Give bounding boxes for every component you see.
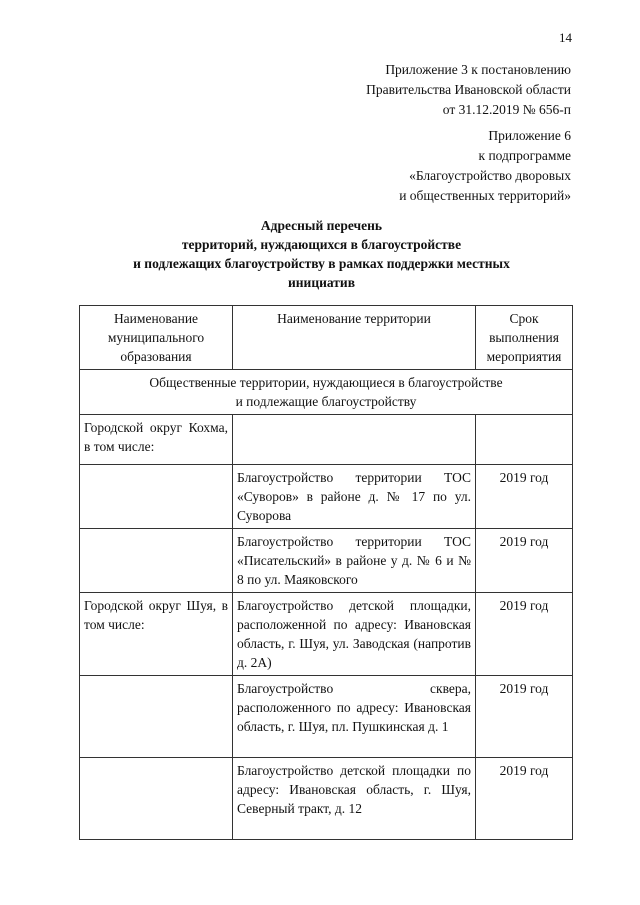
cell-deadline [476,415,573,465]
cell-territory: Благоустройство сквера, расположенного по адресу: Ивановская область, г. Шуя, пл. Пушкинская д. 1 [233,676,476,758]
title-line: инициатив [288,275,355,290]
table-header-row [80,306,573,370]
annex-subprogram-line: к подпрограмме [478,148,571,163]
section-heading-line: и подлежащие благоустройству [235,394,417,409]
header-municipality: Наименование муниципального образования [80,306,233,370]
table-row [80,593,573,676]
cell-deadline: 2019 год [476,758,573,840]
table-row [80,465,573,529]
cell-deadline: 2019 год [476,676,573,758]
annex-resolution-line: Приложение 3 к постановлению [385,62,571,77]
cell-deadline: 2019 год [476,593,573,676]
section-heading-row [80,370,573,415]
table-row [80,676,573,758]
table-row [80,415,573,465]
cell-municipality [80,676,233,758]
annex-resolution-block [366,60,571,120]
annex-subprogram-line: и общественных территорий» [399,188,571,203]
cell-municipality [80,529,233,593]
title-line: территорий, нуждающихся в благоустройстве [181,237,462,252]
header-territory: Наименование территории [233,306,476,370]
annex-resolution-line: Правительства Ивановской области [366,82,571,97]
cell-deadline: 2019 год [476,529,573,593]
table-row [80,529,573,593]
cell-territory: Благоустройство детской площадки по адресу: Ивановская область, г. Шуя, Северный тракт, д. 12 [233,758,476,840]
cell-municipality [80,758,233,840]
section-heading [80,370,573,415]
table-row [80,758,573,840]
annex-subprogram-line: Приложение 6 [488,128,571,143]
annex-resolution-line: от 31.12.2019 № 656-п [442,102,571,117]
cell-territory: Благоустройство детской площадки, расположенной по адресу: Ивановская область, г. Шуя, ул. Заводская (напротив д. 2А) [233,593,476,676]
address-list-table [79,305,573,840]
annex-subprogram-block [399,126,571,206]
page-number: 14 [559,30,572,45]
cell-municipality: Городской округ Кохма, в том числе: [80,415,233,465]
title-line: и подлежащих благоустройству в рамках поддержки местных [133,256,510,271]
cell-municipality: Городской округ Шуя, в том числе: [80,593,233,676]
document-title [72,216,571,292]
cell-deadline: 2019 год [476,465,573,529]
header-deadline: Срок выполнения мероприятия [476,306,573,370]
cell-territory: Благоустройство территории ТОС «Суворов» в районе д. № 17 по ул. Суворова [233,465,476,529]
cell-municipality [80,465,233,529]
section-heading-line: Общественные территории, нуждающиеся в благоустройстве [149,375,503,390]
cell-territory: Благоустройство территории ТОС «Писательский» в районе у д. № 6 и № 8 по ул. Маяковского [233,529,476,593]
cell-territory [233,415,476,465]
title-line: Адресный перечень [260,218,383,233]
annex-subprogram-line: «Благоустройство дворовых [409,168,571,183]
